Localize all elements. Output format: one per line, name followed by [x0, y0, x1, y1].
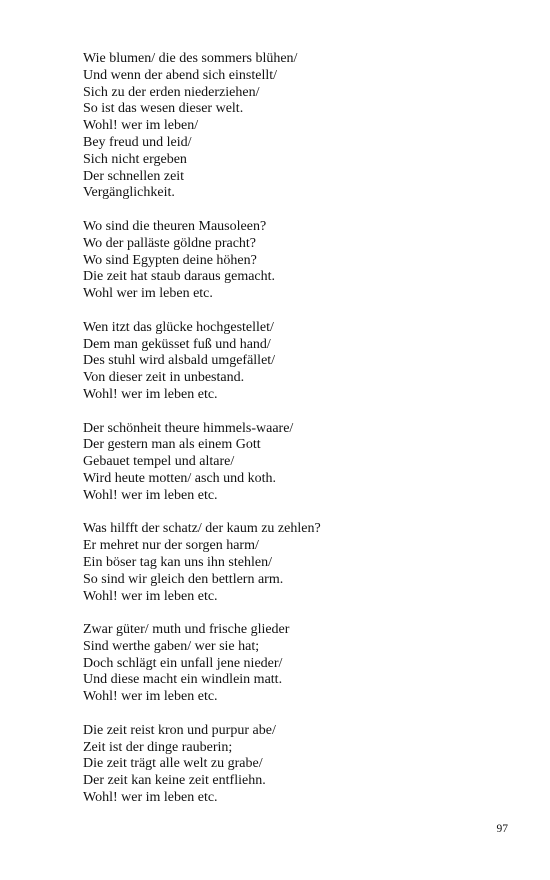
poem-line: Wohl! wer im leben/: [83, 118, 199, 134]
poem-line: Die zeit reist kron und purpur abe/: [83, 722, 276, 738]
poem-line: So ist das wesen dieser welt.: [83, 101, 244, 117]
poem-line: Der zeit kan keine zeit entfliehn.: [83, 773, 266, 789]
poem-line: Zeit ist der dinge rauberin;: [83, 739, 233, 755]
poem-line: Der schnellen zeit: [83, 168, 185, 184]
stanza: [83, 51, 503, 202]
poem-line: Wo sind Egypten deine höhen?: [83, 252, 257, 268]
poem-line: Was hilfft der schatz/ der kaum zu zehlen?: [83, 521, 321, 537]
page-number: 97: [496, 823, 508, 835]
poem-line: Zwar güter/ muth und frische glieder: [83, 622, 290, 638]
stanza: [83, 320, 503, 404]
poem-line: Wohl! wer im leben etc.: [83, 386, 218, 402]
poem-line: Wohl! wer im leben etc.: [83, 790, 218, 806]
poem-line: Wo sind die theuren Mausoleen?: [83, 218, 267, 234]
poem-line: Sich zu der erden niederziehen/: [83, 84, 260, 100]
poem-line: Wie blumen/ die des sommers blühen/: [83, 51, 298, 66]
poem-line: Und wenn der abend sich einstellt/: [83, 67, 278, 83]
poem-line: Sind werthe gaben/ wer sie hat;: [83, 638, 260, 654]
poem-line: Wen itzt das glücke hochgestellet/: [83, 319, 274, 335]
poem-line: Wohl! wer im leben etc.: [83, 689, 218, 705]
poem-line: Er mehret nur der sorgen harm/: [83, 538, 259, 554]
poem-line: Und diese macht ein windlein matt.: [83, 672, 283, 688]
poem-line: Des stuhl wird alsbald umgefället/: [83, 353, 276, 369]
poem-line: Wohl! wer im leben etc.: [83, 588, 218, 604]
stanza: [83, 723, 503, 807]
poem-line: Der schönheit theure himmels-waare/: [83, 420, 294, 436]
poem-line: Von dieser zeit in unbestand.: [83, 370, 245, 386]
poem-line: Die zeit trägt alle welt zu grabe/: [83, 756, 263, 772]
stanza: [83, 521, 503, 605]
poem-line: Dem man geküsset fuß und hand/: [83, 336, 271, 352]
poem-line: Sich nicht ergeben: [83, 151, 187, 167]
stanza: [83, 622, 503, 706]
poem-line: Wird heute motten/ asch und koth.: [83, 470, 277, 486]
poem-line: Wohl wer im leben etc.: [83, 286, 213, 302]
poem-line: Doch schlägt ein unfall jene nieder/: [83, 655, 283, 671]
stanza: [83, 219, 503, 303]
poem-line: Bey freud und leid/: [83, 134, 192, 150]
poem-body: [83, 51, 503, 824]
poem-line: So sind wir gleich den bettlern arm.: [83, 571, 284, 587]
poem-line: Vergänglichkeit.: [83, 185, 175, 201]
poem-line: Wo der palläste göldne pracht?: [83, 235, 257, 251]
stanza: [83, 421, 503, 505]
poem-line: Die zeit hat staub daraus gemacht.: [83, 269, 276, 285]
poem-line: Wohl! wer im leben etc.: [83, 487, 218, 503]
poem-line: Der gestern man als einem Gott: [83, 437, 261, 453]
poem-line: Gebauet tempel und altare/: [83, 454, 235, 470]
poem-line: Ein böser tag kan uns ihn stehlen/: [83, 554, 272, 570]
